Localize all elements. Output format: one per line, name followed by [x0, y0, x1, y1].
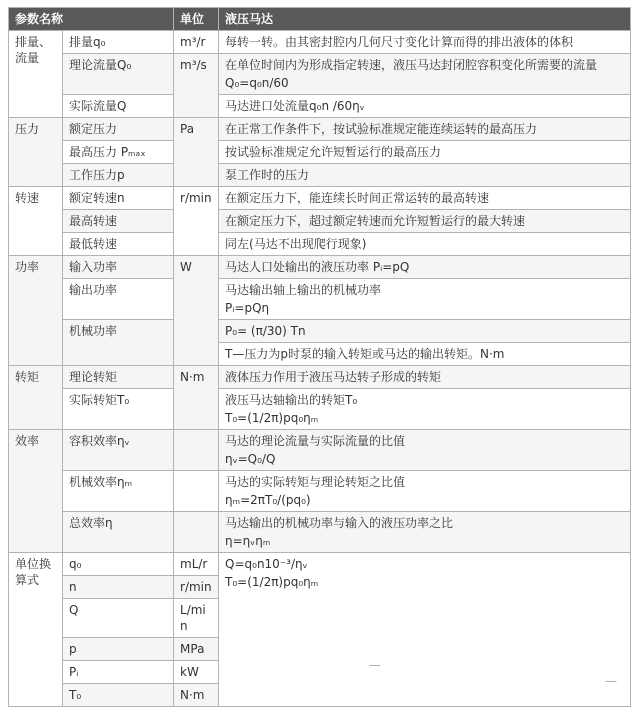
unit-cell-empty: [174, 512, 219, 553]
parameter-table: [8, 7, 631, 707]
param-cell: n: [63, 576, 174, 599]
table-row: [9, 164, 631, 187]
param-cell: q₀: [63, 553, 174, 576]
group-cell-efficiency: 效率: [9, 430, 63, 553]
formula-line: Q₀=q₀n/60: [225, 76, 289, 90]
param-cell: 最低转速: [63, 233, 174, 256]
table-row: [9, 31, 631, 54]
desc-cell: [219, 471, 631, 512]
header-unit: 单位: [174, 8, 219, 31]
table-row: [9, 95, 631, 118]
desc-cell: [219, 54, 631, 95]
param-cell: 最高压力 Pₘₐₓ: [63, 141, 174, 164]
group-cell-power: 功率: [9, 256, 63, 366]
header-param-name: 参数名称: [9, 8, 174, 31]
unit-cell: kW: [174, 661, 219, 684]
formula-line: T₀=(1/2π)pq₀ηₘ: [225, 411, 319, 425]
formula-line: T₀=(1/2π)pq₀ηₘ: [225, 575, 319, 589]
group-cell-displacement-flow: 排量、流量: [9, 31, 63, 118]
formula-line: Q=q₀n10⁻³/ηᵥ: [225, 557, 308, 571]
param-cell: 理论流量Q₀: [63, 54, 174, 95]
table-row: [9, 366, 631, 389]
unit-cell: mL/r: [174, 553, 219, 576]
unit-cell: W: [174, 256, 219, 366]
param-cell: 额定压力: [63, 118, 174, 141]
desc-cell: 马达进口处流量q₀n /60ηᵥ: [219, 95, 631, 118]
unit-cell-empty: [174, 471, 219, 512]
desc-cell: 在正常工作条件下，按试验标准规定能连续运转的最高压力: [219, 118, 631, 141]
unit-cell: MPa: [174, 638, 219, 661]
param-cell: Pᵢ: [63, 661, 174, 684]
unit-cell: N·m: [174, 684, 219, 707]
param-cell: p: [63, 638, 174, 661]
table-row: [9, 471, 631, 512]
group-cell-speed: 转速: [9, 187, 63, 256]
param-cell: 输出功率: [63, 279, 174, 320]
table-row: [9, 210, 631, 233]
group-cell-torque: 转矩: [9, 366, 63, 430]
desc-cell: T—压力为p时泵的输入转矩或马达的输出转矩。N·m: [219, 343, 631, 366]
table-row: [9, 233, 631, 256]
table-header-row: [9, 8, 631, 31]
table-row: [9, 141, 631, 164]
unit-cell: N·m: [174, 366, 219, 430]
table-row: [9, 279, 631, 320]
desc-cell: [219, 279, 631, 320]
formula-line: Pᵢ=pQη: [225, 301, 270, 315]
formula-line: ηₘ=2πT₀/(pq₀): [225, 493, 311, 507]
table-row: [9, 389, 631, 430]
desc-cell: 液体压力作用于液压马达转子形成的转矩: [219, 366, 631, 389]
unit-cell: m³/s: [174, 54, 219, 118]
table-row: [9, 553, 631, 576]
unit-cell: m³/r: [174, 31, 219, 54]
param-cell: 机械功率: [63, 320, 174, 366]
table-row: [9, 118, 631, 141]
desc-cell: [219, 512, 631, 553]
table-row: [9, 54, 631, 95]
table-row: [9, 256, 631, 279]
desc-cell: 同左(马达不出现爬行现象): [219, 233, 631, 256]
desc-line: 液压马达轴输出的转矩T₀: [225, 393, 358, 407]
table-row: [9, 320, 631, 343]
param-cell: 机械效率ηₘ: [63, 471, 174, 512]
formula-line: η=ηᵥηₘ: [225, 534, 271, 548]
desc-cell-conversion: [219, 553, 631, 707]
param-cell: 输入功率: [63, 256, 174, 279]
desc-cell: 按试验标准规定允许短暂运行的最高压力: [219, 141, 631, 164]
param-cell: 额定转速n: [63, 187, 174, 210]
desc-line: 马达的实际转矩与理论转矩之比值: [225, 475, 406, 489]
param-cell: 实际流量Q: [63, 95, 174, 118]
table-row: [9, 430, 631, 471]
desc-cell: [219, 430, 631, 471]
formula-line: ηᵥ=Q₀/Q: [225, 452, 276, 466]
desc-line: 马达的理论流量与实际流量的比值: [225, 434, 406, 448]
table-row: [9, 512, 631, 553]
desc-line: 在单位时间内为形成指定转速，液压马达封闭腔容积变化所需要的流量: [225, 58, 598, 72]
desc-cell: P₀= (π/30) Tn: [219, 320, 631, 343]
group-cell-unit-conversion: 单位换算式: [9, 553, 63, 707]
param-cell: 排量q₀: [63, 31, 174, 54]
param-cell: 容积效率ηᵥ: [63, 430, 174, 471]
param-cell: 最高转速: [63, 210, 174, 233]
param-cell: 总效率η: [63, 512, 174, 553]
desc-cell: [219, 389, 631, 430]
param-cell: 理论转矩: [63, 366, 174, 389]
header-motor: 液压马达: [219, 8, 631, 31]
unit-cell-empty: [174, 430, 219, 471]
desc-cell: 在额定压力下，能连续长时间正常运转的最高转速: [219, 187, 631, 210]
stray-dash: —: [369, 658, 382, 672]
stray-dash: —: [605, 674, 618, 688]
param-cell: 实际转矩T₀: [63, 389, 174, 430]
param-cell: T₀: [63, 684, 174, 707]
desc-line: 马达输出的机械功率与输入的液压功率之比: [225, 516, 454, 530]
desc-cell: 泵工作时的压力: [219, 164, 631, 187]
unit-cell: r/min: [174, 576, 219, 599]
unit-cell: r/min: [174, 187, 219, 256]
unit-cell: L/min: [174, 599, 219, 638]
desc-cell: 每转一转。由其密封腔内几何尺寸变化计算而得的排出液体的体积: [219, 31, 631, 54]
param-cell: Q: [63, 599, 174, 638]
table-row: [9, 187, 631, 210]
unit-cell: Pa: [174, 118, 219, 187]
desc-cell: 在额定压力下，超过额定转速而允许短暂运行的最大转速: [219, 210, 631, 233]
desc-line: 马达输出轴上输出的机械功率: [225, 283, 382, 297]
group-cell-pressure: 压力: [9, 118, 63, 187]
desc-cell: 马达人口处输出的液压功率 Pᵢ=pQ: [219, 256, 631, 279]
param-cell: 工作压力p: [63, 164, 174, 187]
